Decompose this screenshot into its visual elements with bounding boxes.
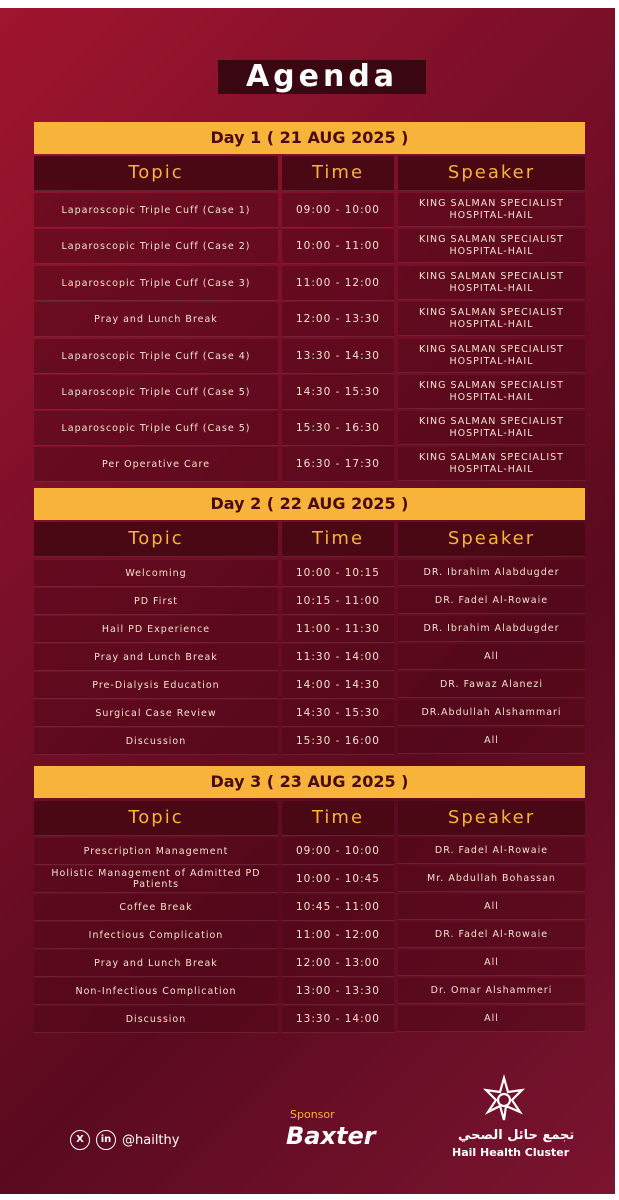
agenda-speaker: KING SALMAN SPECIALIST HOSPITAL-HAIL: [398, 229, 585, 263]
agenda-topic: Prescription Management: [34, 838, 278, 865]
agenda-speaker: All: [398, 644, 585, 670]
agenda-speaker: DR. Fawaz Alanezi: [398, 672, 585, 698]
column-header-topic: Topic: [34, 522, 278, 557]
agenda-time: 12:00 - 13:30: [282, 302, 394, 337]
social-handle: @hailthy: [122, 1132, 180, 1148]
agenda-time: 10:15 - 11:00: [282, 588, 394, 615]
agenda-speaker: Mr. Abdullah Bohassan: [398, 866, 585, 892]
column-header-topic: Topic: [34, 156, 278, 191]
agenda-time: 10:00 - 11:00: [282, 229, 394, 264]
agenda-topic: Non-Infectious Complication: [34, 978, 278, 1005]
agenda-topic: Laparoscopic Triple Cuff (Case 5): [34, 375, 278, 410]
agenda-time: 14:30 - 15:30: [282, 375, 394, 410]
agenda-time: 11:00 - 12:00: [282, 266, 394, 301]
sponsor-label: Sponsor: [290, 1108, 335, 1121]
agenda-speaker: DR. Fadel Al-Rowaie: [398, 922, 585, 948]
agenda-time: 16:30 - 17:30: [282, 447, 394, 482]
agenda-speaker: KING SALMAN SPECIALIST HOSPITAL-HAIL: [398, 411, 585, 445]
agenda-topic: Surgical Case Review: [34, 700, 278, 727]
agenda-topic: Laparoscopic Triple Cuff (Case 3): [34, 266, 278, 301]
agenda-speaker: All: [398, 950, 585, 976]
day-banner: Day 3 ( 23 AUG 2025 ): [34, 766, 585, 798]
column-header-topic: Topic: [34, 801, 278, 836]
column-header-speaker: Speaker: [398, 801, 585, 836]
agenda-speaker: DR. Ibrahim Alabdugder: [398, 616, 585, 642]
agenda-topic: Pray and Lunch Break: [34, 644, 278, 671]
day-banner: Day 1 ( 21 AUG 2025 ): [34, 122, 585, 154]
right-border: [615, 0, 619, 1200]
agenda-time: 11:00 - 12:00: [282, 922, 394, 949]
agenda-speaker: All: [398, 894, 585, 920]
x-icon[interactable]: X: [70, 1130, 90, 1150]
agenda-topic: Coffee Break: [34, 894, 278, 921]
agenda-time: 11:00 - 11:30: [282, 616, 394, 643]
hail-health-cluster-logo-icon: [478, 1074, 530, 1126]
agenda-time: 14:30 - 15:30: [282, 700, 394, 727]
agenda-speaker: KING SALMAN SPECIALIST HOSPITAL-HAIL: [398, 375, 585, 409]
cluster-name-english: Hail Health Cluster: [452, 1146, 570, 1159]
agenda-time: 09:00 - 10:00: [282, 193, 394, 228]
agenda-time: 13:00 - 13:30: [282, 978, 394, 1005]
agenda-time: 14:00 - 14:30: [282, 672, 394, 699]
agenda-topic: Discussion: [34, 1006, 278, 1033]
cluster-name-arabic: تجمع حائل الصحي: [458, 1128, 575, 1143]
column-header-speaker: Speaker: [398, 156, 585, 191]
footer: [0, 1108, 619, 1182]
agenda-speaker: DR.Abdullah Alshammari: [398, 700, 585, 726]
agenda-topic: Laparoscopic Triple Cuff (Case 2): [34, 229, 278, 264]
agenda-speaker: DR. Ibrahim Alabdugder: [398, 560, 585, 586]
agenda-time: 13:30 - 14:30: [282, 339, 394, 374]
column-header-speaker: Speaker: [398, 522, 585, 557]
agenda-speaker: Dr. Omar Alshammeri: [398, 978, 585, 1004]
agenda-time: 09:00 - 10:00: [282, 838, 394, 865]
agenda-topic: Pray and Lunch Break: [34, 302, 278, 337]
agenda-speaker: KING SALMAN SPECIALIST HOSPITAL-HAIL: [398, 193, 585, 227]
agenda-time: 12:00 - 13:00: [282, 950, 394, 977]
agenda-topic: Infectious Complication: [34, 922, 278, 949]
column-header-time: Time: [282, 522, 394, 557]
column-header-time: Time: [282, 156, 394, 191]
agenda-time: 13:30 - 14:00: [282, 1006, 394, 1033]
agenda-time: 11:30 - 14:00: [282, 644, 394, 671]
agenda-topic: Hail PD Experience: [34, 616, 278, 643]
top-border: [0, 0, 619, 8]
agenda-speaker: All: [398, 1006, 585, 1032]
agenda-speaker: All: [398, 728, 585, 754]
agenda-topic: Discussion: [34, 728, 278, 755]
linkedin-icon[interactable]: in: [96, 1130, 116, 1150]
agenda-topic: Pray and Lunch Break: [34, 950, 278, 977]
agenda-topic: Holistic Management of Admitted PD Patients: [34, 866, 278, 893]
agenda-topic: Laparoscopic Triple Cuff (Case 4): [34, 339, 278, 374]
agenda-topic: PD First: [34, 588, 278, 615]
agenda-speaker: KING SALMAN SPECIALIST HOSPITAL-HAIL: [398, 447, 585, 481]
agenda-time: 10:00 - 10:45: [282, 866, 394, 893]
agenda-time: 15:30 - 16:30: [282, 411, 394, 446]
agenda-topic: Welcoming: [34, 560, 278, 587]
page-title: Agenda: [218, 60, 426, 94]
agenda-time: 10:00 - 10:15: [282, 560, 394, 587]
agenda-speaker: DR. Fadel Al-Rowaie: [398, 588, 585, 614]
agenda-time: 15:30 - 16:00: [282, 728, 394, 755]
column-header-time: Time: [282, 801, 394, 836]
agenda-time: 10:45 - 11:00: [282, 894, 394, 921]
agenda-topic: Laparoscopic Triple Cuff (Case 5): [34, 411, 278, 446]
bottom-border: [0, 1194, 619, 1200]
day-banner: Day 2 ( 22 AUG 2025 ): [34, 488, 585, 520]
agenda-speaker: DR. Fadel Al-Rowaie: [398, 838, 585, 864]
social-links: [70, 1130, 179, 1150]
agenda-speaker: KING SALMAN SPECIALIST HOSPITAL-HAIL: [398, 302, 585, 336]
agenda-speaker: KING SALMAN SPECIALIST HOSPITAL-HAIL: [398, 266, 585, 300]
agenda-topic: Pre-Dialysis Education: [34, 672, 278, 699]
agenda-topic: Laparoscopic Triple Cuff (Case 1): [34, 193, 278, 228]
sponsor-logo: Baxter: [286, 1122, 376, 1150]
agenda-speaker: KING SALMAN SPECIALIST HOSPITAL-HAIL: [398, 339, 585, 373]
agenda-topic: Per Operative Care: [34, 447, 278, 482]
